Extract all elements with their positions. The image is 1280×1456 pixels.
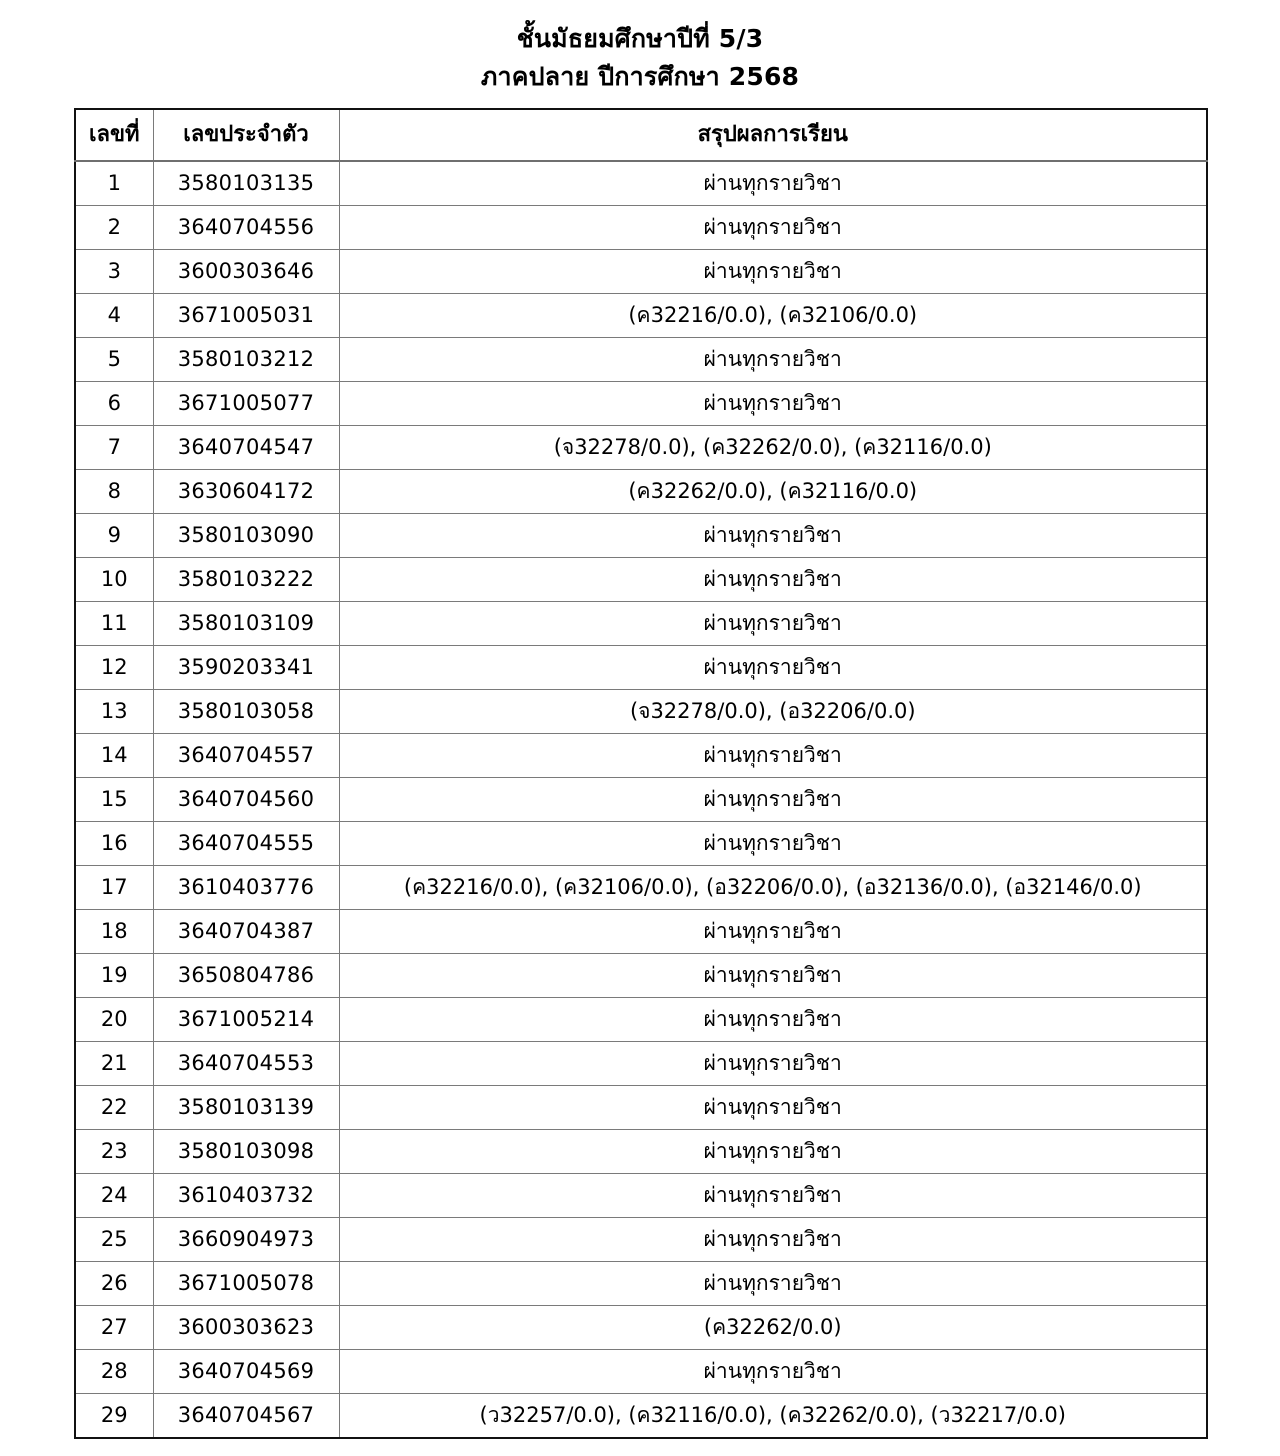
- cell-result: ผ่านทุกรายวิชา: [339, 514, 1207, 558]
- results-table-container: [74, 108, 1206, 1439]
- cell-student-id: 3640704553: [153, 1042, 339, 1086]
- table-row: [75, 646, 1207, 690]
- cell-no: 4: [75, 294, 153, 338]
- cell-student-id: 3671005031: [153, 294, 339, 338]
- cell-result: ผ่านทุกรายวิชา: [339, 910, 1207, 954]
- cell-no: 24: [75, 1174, 153, 1218]
- cell-student-id: 3580103212: [153, 338, 339, 382]
- cell-result: (ค32262/0.0): [339, 1306, 1207, 1350]
- cell-no: 2: [75, 206, 153, 250]
- cell-no: 23: [75, 1130, 153, 1174]
- cell-result: ผ่านทุกรายวิชา: [339, 206, 1207, 250]
- table-row: [75, 470, 1207, 514]
- table-row: [75, 734, 1207, 778]
- cell-no: 9: [75, 514, 153, 558]
- cell-no: 1: [75, 161, 153, 206]
- cell-student-id: 3590203341: [153, 646, 339, 690]
- cell-result: ผ่านทุกรายวิชา: [339, 734, 1207, 778]
- table-row: [75, 426, 1207, 470]
- cell-no: 11: [75, 602, 153, 646]
- cell-result: ผ่านทุกรายวิชา: [339, 250, 1207, 294]
- cell-no: 15: [75, 778, 153, 822]
- cell-result: ผ่านทุกรายวิชา: [339, 1174, 1207, 1218]
- cell-student-id: 3580103109: [153, 602, 339, 646]
- table-row: [75, 382, 1207, 426]
- cell-no: 29: [75, 1394, 153, 1439]
- cell-result: ผ่านทุกรายวิชา: [339, 1086, 1207, 1130]
- table-row: [75, 1086, 1207, 1130]
- table-row: [75, 1262, 1207, 1306]
- cell-student-id: 3640704567: [153, 1394, 339, 1439]
- cell-no: 19: [75, 954, 153, 998]
- cell-student-id: 3640704569: [153, 1350, 339, 1394]
- table-row: [75, 294, 1207, 338]
- table-row: [75, 558, 1207, 602]
- table-row: [75, 1394, 1207, 1439]
- cell-student-id: 3580103098: [153, 1130, 339, 1174]
- cell-result: ผ่านทุกรายวิชา: [339, 998, 1207, 1042]
- table-row: [75, 250, 1207, 294]
- cell-no: 17: [75, 866, 153, 910]
- table-row: [75, 1218, 1207, 1262]
- cell-no: 6: [75, 382, 153, 426]
- document-title-block: [0, 0, 1280, 94]
- cell-student-id: 3580103139: [153, 1086, 339, 1130]
- cell-no: 28: [75, 1350, 153, 1394]
- table-body: [75, 161, 1207, 1438]
- table-row: [75, 1042, 1207, 1086]
- cell-student-id: 3580103135: [153, 161, 339, 206]
- cell-student-id: 3640704387: [153, 910, 339, 954]
- table-row: [75, 998, 1207, 1042]
- cell-result: ผ่านทุกรายวิชา: [339, 778, 1207, 822]
- cell-result: (ว32257/0.0), (ค32116/0.0), (ค32262/0.0), (ว32217/0.0): [339, 1394, 1207, 1439]
- table-row: [75, 1174, 1207, 1218]
- cell-result: ผ่านทุกรายวิชา: [339, 1262, 1207, 1306]
- cell-result: ผ่านทุกรายวิชา: [339, 822, 1207, 866]
- cell-no: 21: [75, 1042, 153, 1086]
- table-row: [75, 1306, 1207, 1350]
- cell-result: ผ่านทุกรายวิชา: [339, 1042, 1207, 1086]
- cell-result: (ค32262/0.0), (ค32116/0.0): [339, 470, 1207, 514]
- cell-no: 27: [75, 1306, 153, 1350]
- page-subtitle: ภาคปลาย ปีการศึกษา 2568: [480, 62, 800, 91]
- table-row: [75, 338, 1207, 382]
- table-row: [75, 954, 1207, 998]
- cell-no: 18: [75, 910, 153, 954]
- cell-result: ผ่านทุกรายวิชา: [339, 382, 1207, 426]
- cell-no: 25: [75, 1218, 153, 1262]
- cell-result: ผ่านทุกรายวิชา: [339, 646, 1207, 690]
- cell-result: (จ32278/0.0), (ค32262/0.0), (ค32116/0.0): [339, 426, 1207, 470]
- cell-student-id: 3640704556: [153, 206, 339, 250]
- cell-student-id: 3650804786: [153, 954, 339, 998]
- column-header-no: เลขที่: [75, 109, 153, 161]
- cell-student-id: 3610403732: [153, 1174, 339, 1218]
- cell-student-id: 3580103222: [153, 558, 339, 602]
- table-row: [75, 161, 1207, 206]
- cell-result: ผ่านทุกรายวิชา: [339, 954, 1207, 998]
- table-row: [75, 822, 1207, 866]
- cell-no: 26: [75, 1262, 153, 1306]
- cell-student-id: 3600303646: [153, 250, 339, 294]
- cell-result: ผ่านทุกรายวิชา: [339, 1130, 1207, 1174]
- cell-result: (จ32278/0.0), (อ32206/0.0): [339, 690, 1207, 734]
- table-row: [75, 1350, 1207, 1394]
- cell-result: ผ่านทุกรายวิชา: [339, 1218, 1207, 1262]
- cell-no: 13: [75, 690, 153, 734]
- cell-result: ผ่านทุกรายวิชา: [339, 1350, 1207, 1394]
- cell-no: 10: [75, 558, 153, 602]
- table-row: [75, 514, 1207, 558]
- cell-no: 12: [75, 646, 153, 690]
- column-header-result: สรุปผลการเรียน: [339, 109, 1207, 161]
- cell-student-id: 3640704547: [153, 426, 339, 470]
- table-row: [75, 602, 1207, 646]
- table-header-row: [75, 109, 1207, 161]
- results-table: [74, 108, 1208, 1439]
- page-title: ชั้นมัธยมศึกษาปีที่ 5/3: [516, 24, 764, 53]
- cell-no: 16: [75, 822, 153, 866]
- cell-student-id: 3640704560: [153, 778, 339, 822]
- cell-student-id: 3580103090: [153, 514, 339, 558]
- table-header: [75, 109, 1207, 161]
- cell-result: (ค32216/0.0), (ค32106/0.0): [339, 294, 1207, 338]
- cell-no: 20: [75, 998, 153, 1042]
- cell-result: (ค32216/0.0), (ค32106/0.0), (อ32206/0.0), (อ32136/0.0), (อ32146/0.0): [339, 866, 1207, 910]
- cell-no: 8: [75, 470, 153, 514]
- cell-student-id: 3580103058: [153, 690, 339, 734]
- table-row: [75, 1130, 1207, 1174]
- cell-student-id: 3640704557: [153, 734, 339, 778]
- cell-student-id: 3640704555: [153, 822, 339, 866]
- cell-result: ผ่านทุกรายวิชา: [339, 338, 1207, 382]
- table-row: [75, 866, 1207, 910]
- cell-student-id: 3630604172: [153, 470, 339, 514]
- table-row: [75, 910, 1207, 954]
- cell-student-id: 3660904973: [153, 1218, 339, 1262]
- cell-student-id: 3600303623: [153, 1306, 339, 1350]
- table-row: [75, 206, 1207, 250]
- cell-student-id: 3671005077: [153, 382, 339, 426]
- column-header-student-id: เลขประจำตัว: [153, 109, 339, 161]
- cell-student-id: 3610403776: [153, 866, 339, 910]
- cell-no: 14: [75, 734, 153, 778]
- table-row: [75, 778, 1207, 822]
- cell-no: 5: [75, 338, 153, 382]
- cell-no: 7: [75, 426, 153, 470]
- cell-student-id: 3671005078: [153, 1262, 339, 1306]
- cell-no: 3: [75, 250, 153, 294]
- cell-result: ผ่านทุกรายวิชา: [339, 161, 1207, 206]
- table-row: [75, 690, 1207, 734]
- cell-result: ผ่านทุกรายวิชา: [339, 558, 1207, 602]
- cell-student-id: 3671005214: [153, 998, 339, 1042]
- cell-no: 22: [75, 1086, 153, 1130]
- cell-result: ผ่านทุกรายวิชา: [339, 602, 1207, 646]
